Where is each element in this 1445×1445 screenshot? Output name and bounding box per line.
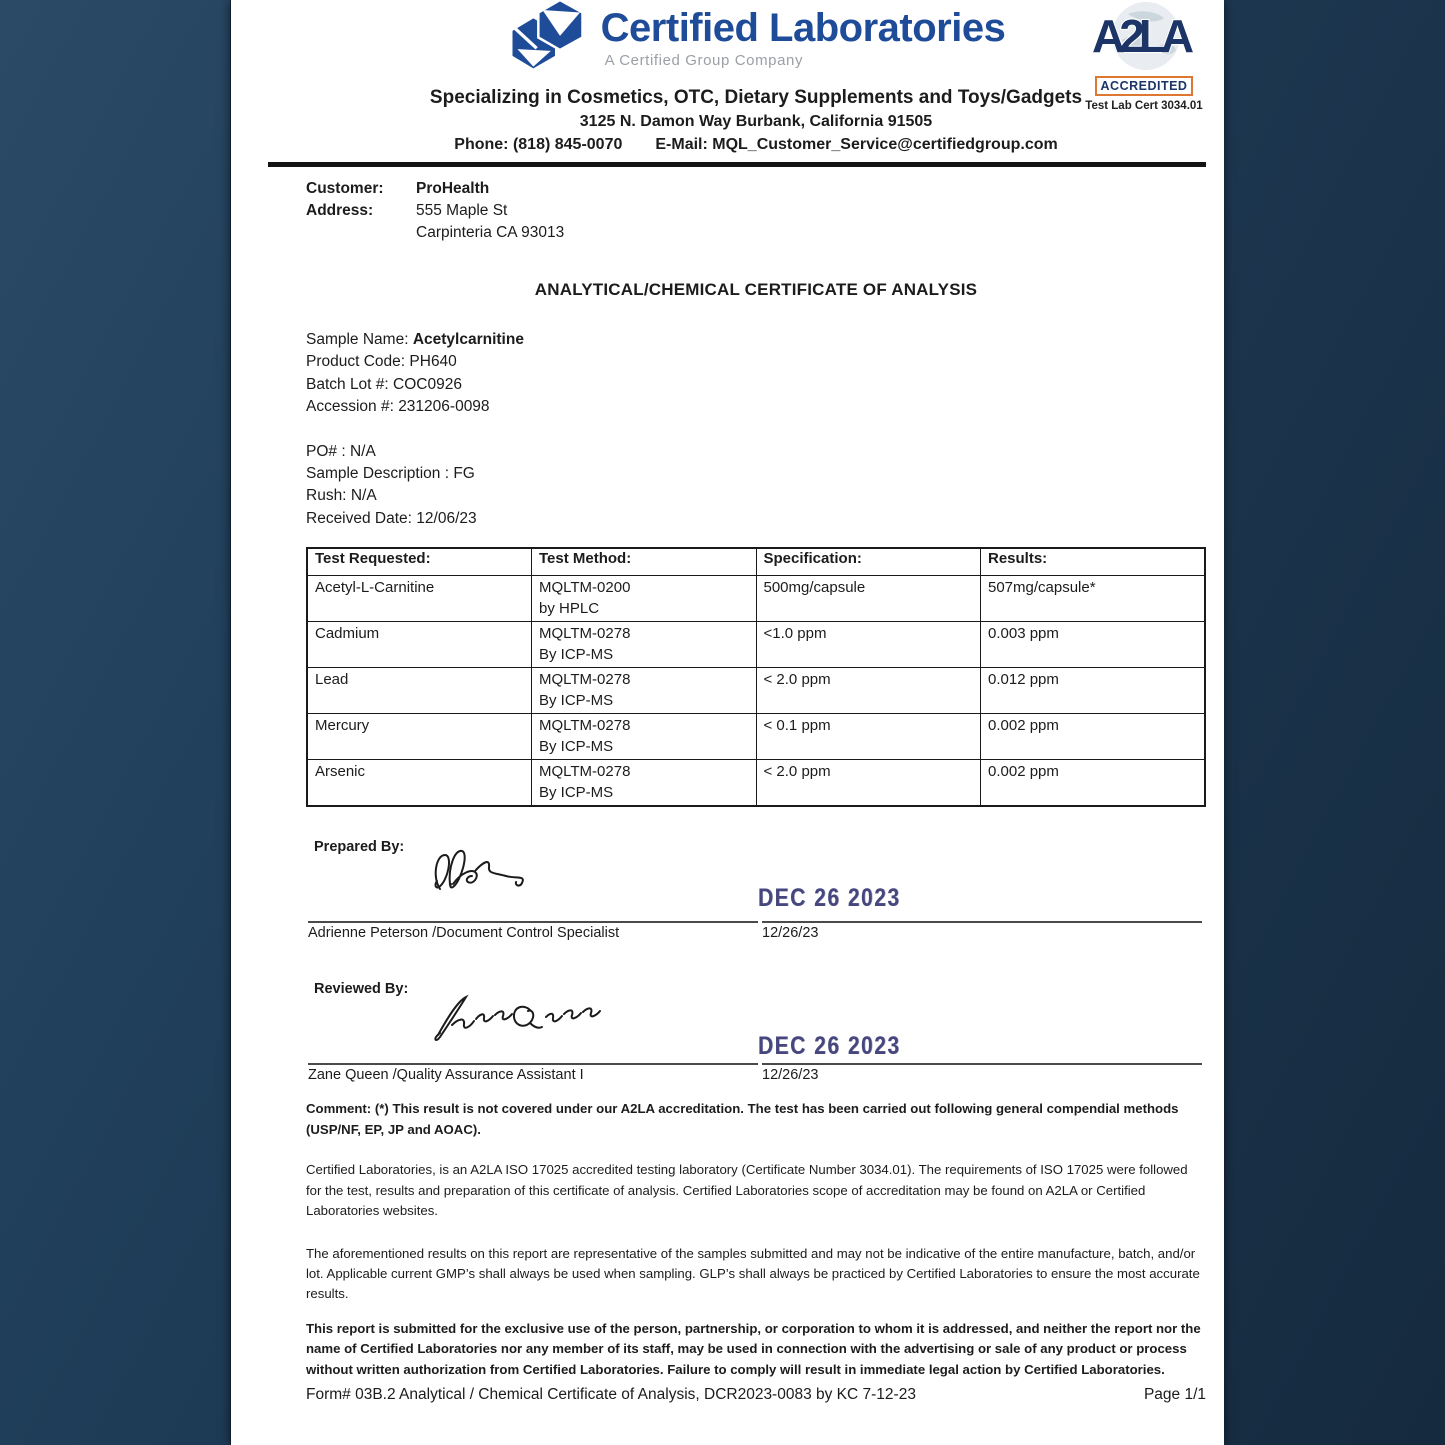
reviewed-by-block xyxy=(306,973,1206,1095)
company-email: E-Mail: MQL_Customer_Service@certifiedgroup.com xyxy=(655,136,1058,153)
a2la-logo-text: A2LA xyxy=(1092,10,1189,62)
po-line: PO# : N/A xyxy=(306,442,376,460)
customer-label: Customer: xyxy=(306,180,384,197)
sample-identification xyxy=(306,329,1206,419)
date-stamp: DEC 26 2023 xyxy=(758,885,901,913)
brand-subtitle: A Certified Group Company xyxy=(604,52,804,69)
company-phone: Phone: (818) 845-0070 xyxy=(454,136,623,153)
table-row: Cadmium MQLTM-0278 By ICP-MS <1.0 ppm 0.003 ppm xyxy=(307,622,1205,668)
a2la-globe-icon xyxy=(1084,0,1204,72)
document-title: ANALYTICAL/CHEMICAL CERTIFICATE OF ANALYSIS xyxy=(534,280,978,299)
table-header-row xyxy=(307,548,1205,576)
sample-name-line: Sample Name: Acetylcarnitine xyxy=(306,331,524,348)
test-lab-cert: Test Lab Cert 3034.01 xyxy=(1085,100,1203,112)
accession-line: Accession #: 231206-0098 xyxy=(306,398,490,416)
page-number: Page 1/1 xyxy=(1143,1386,1206,1403)
reviewed-by-label: Reviewed By: xyxy=(314,981,409,998)
certified-laboratories-logo-icon xyxy=(507,0,593,80)
address-label: Address: xyxy=(306,202,374,219)
prepared-date: 12/26/23 xyxy=(762,925,819,942)
letterhead xyxy=(306,0,1206,154)
date-line xyxy=(762,921,1202,923)
table-row: Acetyl-L-Carnitine MQLTM-0200 by HPLC 500mg/capsule 507mg/capsule* xyxy=(307,576,1205,622)
rush-line: Rush: N/A xyxy=(306,487,377,505)
customer-block xyxy=(306,178,1206,244)
comment-paragraph: Comment: (*) This result is not covered under our A2LA accreditation. The test has been carried out following general compendial methods (USP/NF, EP, JP and AOAC). xyxy=(306,1101,1179,1137)
col-test-requested: Test Requested: xyxy=(307,548,532,576)
accreditation-paragraph: Certified Laboratories, is an A2LA ISO 17025 accredited testing laboratory (Certificate Number 3034.01). The requirements of ISO 17025 were followed for the test, results and preparation of this certificate of analysis. Certified Laboratories scope of accreditation may be found on A2LA or Certified Laboratories websites. xyxy=(306,1162,1188,1219)
date-line xyxy=(762,1063,1202,1065)
table-row: Mercury MQLTM-0278 By ICP-MS < 0.1 ppm 0.002 ppm xyxy=(307,714,1205,760)
order-details xyxy=(306,441,1206,531)
table-row: Arsenic MQLTM-0278 By ICP-MS < 2.0 ppm 0.002 ppm xyxy=(307,760,1205,807)
accredited-label: ACCREDITED xyxy=(1095,76,1194,96)
exclusive-use-paragraph: This report is submitted for the exclusive use of the person, partnership, or corporation to whom it is addressed, and neither the report nor the name of Certified Laboratories nor any member of its staff, may be used in connection with the advertising or sale of any product or process without written authorization from Certified Laboratories. Failure to comply will result in immediate legal action by Certified Laboratories. xyxy=(306,1320,1201,1377)
reviewed-date: 12/26/23 xyxy=(762,1067,819,1084)
signature-line xyxy=(308,1063,758,1065)
form-number: Form# 03B.2 Analytical / Chemical Certificate of Analysis, DCR2023-0083 by KC 7-12-23 xyxy=(306,1386,916,1403)
product-code-line: Product Code: PH640 xyxy=(306,353,457,371)
batch-lot-line: Batch Lot #: COC0926 xyxy=(306,375,462,393)
date-stamp: DEC 26 2023 xyxy=(758,1033,901,1061)
header-divider xyxy=(268,162,1206,167)
reviewer-name-title: Zane Queen /Quality Assurance Assistant I xyxy=(308,1067,584,1084)
col-specification: Specification: xyxy=(756,548,981,576)
customer-address-line1: 555 Maple St xyxy=(416,202,508,219)
certificate-page xyxy=(230,0,1224,1445)
brand-name: Certified Laboratories xyxy=(600,6,1006,50)
customer-address-line2: Carpinteria CA 93013 xyxy=(416,224,565,241)
prepared-by-label: Prepared By: xyxy=(314,839,405,856)
page-footer xyxy=(306,1386,1206,1404)
col-results: Results: xyxy=(981,548,1206,576)
col-test-method: Test Method: xyxy=(532,548,757,576)
company-address: 3125 N. Damon Way Burbank, California 91505 xyxy=(579,113,933,130)
table-row: Lead MQLTM-0278 By ICP-MS < 2.0 ppm 0.012 ppm xyxy=(307,668,1205,714)
received-date-line: Received Date: 12/06/23 xyxy=(306,509,477,527)
signature-line xyxy=(308,921,758,923)
sample-description-line: Sample Description : FG xyxy=(306,465,475,483)
customer-name: ProHealth xyxy=(416,180,490,197)
reviewer-signature xyxy=(428,987,603,1054)
company-tagline: Specializing in Cosmetics, OTC, Dietary Supplements and Toys/Gadgets xyxy=(429,87,1083,108)
representative-results-paragraph: The aforementioned results on this report are representative of the samples submitted and may not be indicative of the entire manufacture, batch, and/or lot. Applicable current GMP’s shall always be used when sampling. GLP’s shall always be practiced by Certified Laboratories to ensure the most accurate results. xyxy=(306,1245,1200,1302)
preparer-signature xyxy=(428,843,548,903)
preparer-name-title: Adrienne Peterson /Document Control Specialist xyxy=(308,925,620,942)
prepared-by-block xyxy=(306,833,1206,945)
results-table xyxy=(306,547,1206,807)
a2la-accreditation-badge xyxy=(1084,0,1204,112)
